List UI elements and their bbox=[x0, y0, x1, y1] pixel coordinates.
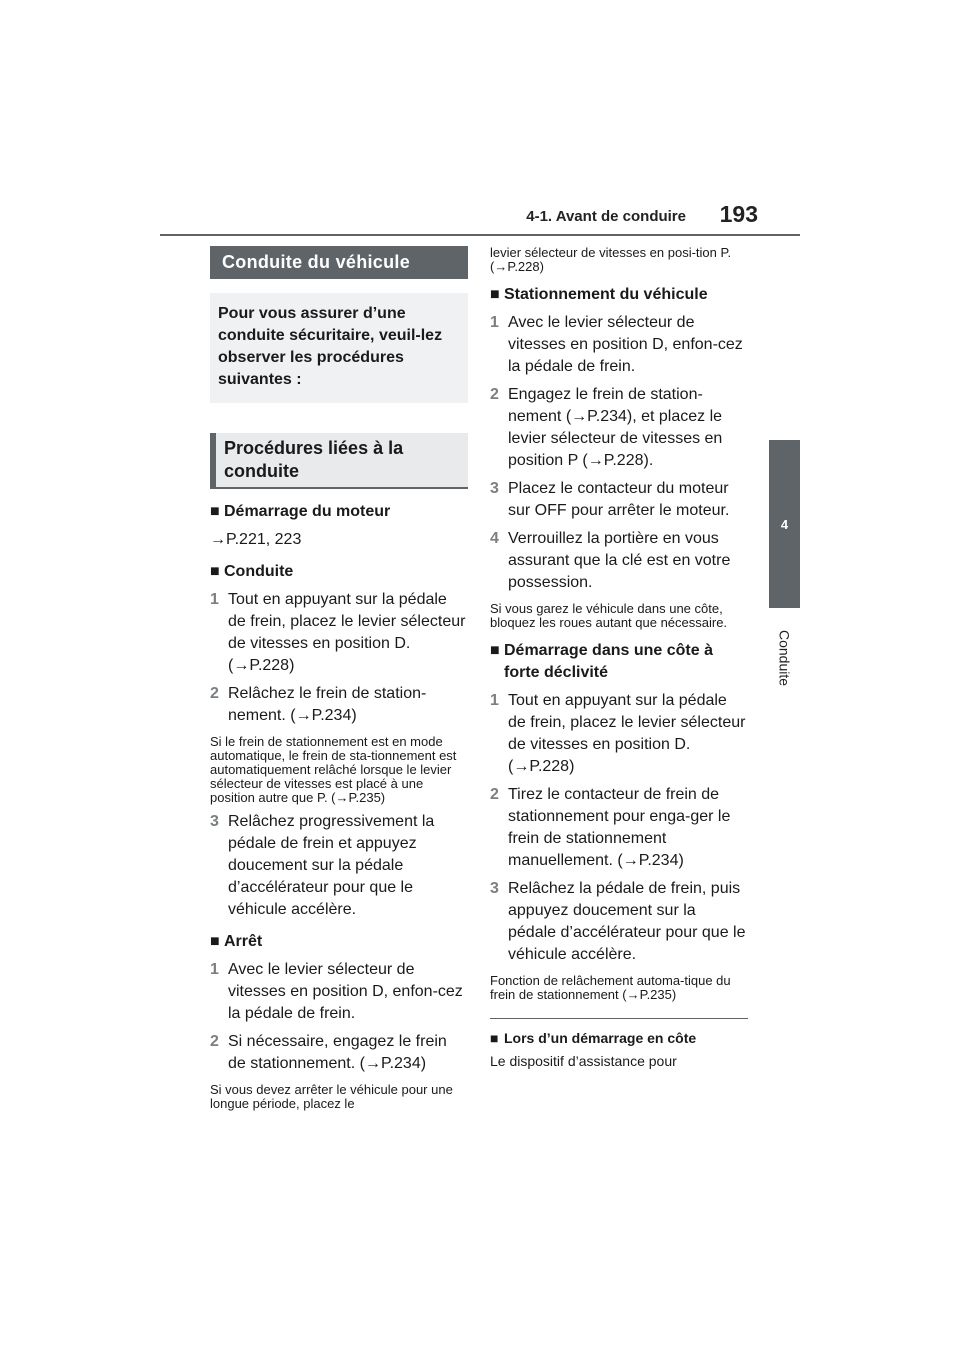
step-number: 2 bbox=[210, 685, 219, 702]
step-number: 2 bbox=[490, 386, 499, 403]
section-title-demarrage bbox=[210, 501, 468, 523]
square-bullet-icon: ■ bbox=[210, 503, 220, 520]
page-reference: →P.221, 223 bbox=[210, 531, 302, 548]
section-title-text: Conduite bbox=[224, 563, 294, 580]
step-item bbox=[490, 528, 748, 594]
step-text: Tirez le contacteur de frein de stationnement pour enga-ger le frein de stationnement manuellement. (→P.234) bbox=[508, 786, 731, 869]
sub-heading: Procédures liées à la conduite bbox=[210, 433, 468, 489]
step-text: Avec le levier sélecteur de vitesses en position D, enfon-cez la pédale de frein. bbox=[228, 961, 463, 1022]
square-bullet-icon: ■ bbox=[210, 563, 220, 580]
chapter-tab-number: 4 bbox=[780, 516, 789, 532]
step-item bbox=[210, 1031, 468, 1075]
intro-box: Pour vous assurer d’une conduite sécuritaire, veuil-lez observer les procédures suivantes : bbox=[210, 293, 468, 403]
square-bullet-icon: ■ bbox=[490, 642, 500, 659]
step-number: 3 bbox=[210, 813, 219, 830]
step-text: Engagez le frein de station-nement (→P.234), et placez le levier sélecteur de vitesses en position P (→P.228). bbox=[508, 386, 723, 469]
step-text: Verrouillez la portière en vous assurant que la clé est en votre possession. bbox=[508, 530, 731, 591]
chapter-side-label-text: Conduite bbox=[776, 629, 793, 687]
step-item bbox=[210, 811, 468, 921]
section-title-text: Démarrage du moteur bbox=[224, 503, 391, 520]
square-bullet-icon: ■ bbox=[490, 1030, 499, 1046]
step-item bbox=[210, 959, 468, 1025]
step-text: Avec le levier sélecteur de vitesses en position D, enfon-cez la pédale de frein. bbox=[508, 314, 743, 375]
step-number: 1 bbox=[210, 591, 219, 608]
section-title-conduite bbox=[210, 561, 468, 583]
step-number: 2 bbox=[210, 1033, 219, 1050]
section-title-text: Arrêt bbox=[224, 933, 263, 950]
step-item bbox=[490, 478, 748, 522]
step-item bbox=[490, 878, 748, 966]
step-item bbox=[490, 384, 748, 472]
left-column bbox=[210, 246, 468, 1111]
page-number: 193 bbox=[719, 201, 758, 227]
step-item bbox=[210, 589, 468, 677]
step-item bbox=[490, 312, 748, 378]
page-header bbox=[160, 198, 800, 236]
step-text: Tout en appuyant sur la pédale de frein, placez le levier sélecteur de vitesses en position D. (→P.228) bbox=[228, 591, 466, 674]
section-title-text: Lors d’un démarrage en côte bbox=[504, 1030, 697, 1046]
step-number: 1 bbox=[490, 692, 499, 709]
note-text: Si vous devez arrêter le véhicule pour une longue période, placez le bbox=[210, 1082, 453, 1111]
step-text: Relâchez le frein de station-nement. (→P.234) bbox=[228, 685, 427, 724]
step-text: Relâchez la pédale de frein, puis appuyez doucement sur la pédale d’accélérateur pour que le véhicule accélère. bbox=[508, 880, 746, 963]
chapter-tab bbox=[769, 440, 800, 608]
square-bullet-icon: ■ bbox=[210, 933, 220, 950]
step-number: 3 bbox=[490, 880, 499, 897]
body-text: Le dispositif d’assistance pour bbox=[490, 1053, 677, 1069]
step-number: 3 bbox=[490, 480, 499, 497]
square-bullet-icon: ■ bbox=[490, 286, 500, 303]
step-item bbox=[490, 784, 748, 872]
section-title-arret bbox=[210, 931, 468, 953]
divider bbox=[490, 1018, 748, 1019]
main-heading: Conduite du véhicule bbox=[210, 246, 468, 279]
step-text: Placez le contacteur du moteur sur OFF pour arrêter le moteur. bbox=[508, 480, 730, 519]
chapter-side-label bbox=[769, 618, 800, 698]
section-title-lors-demarrage bbox=[490, 1027, 748, 1049]
section-title-text: Démarrage dans une côte à forte déclivité bbox=[504, 642, 713, 681]
step-item bbox=[490, 690, 748, 778]
right-column bbox=[490, 246, 748, 1069]
step-number: 1 bbox=[490, 314, 499, 331]
note-text: Si vous garez le véhicule dans une côte, bloquez les roues autant que nécessaire. bbox=[490, 601, 728, 630]
section-title-stationnement bbox=[490, 284, 748, 306]
note-text: levier sélecteur de vitesses en posi-tion P. (→P.228) bbox=[490, 245, 732, 274]
note-text: Fonction de relâchement automa-tique du frein de stationnement (→P.235) bbox=[490, 973, 731, 1002]
step-text: Relâchez progressivement la pédale de frein et appuyez doucement sur la pédale d’accélérateur pour que le véhicule accélère. bbox=[228, 813, 435, 918]
chapter-title: 4-1. Avant de conduire bbox=[526, 208, 686, 225]
step-text: Tout en appuyant sur la pédale de frein, placez le levier sélecteur de vitesses en position D. (→P.228) bbox=[508, 692, 746, 775]
note-text: Si le frein de stationnement est en mode automatique, le frein de sta-tionnement est automatiquement relâché lorsque le levier sélecteur de vitesses est placé à une position autre que P. (→P.235) bbox=[210, 734, 457, 805]
step-number: 4 bbox=[490, 530, 499, 547]
step-number: 2 bbox=[490, 786, 499, 803]
step-number: 1 bbox=[210, 961, 219, 978]
section-title-text: Stationnement du véhicule bbox=[504, 286, 708, 303]
step-item bbox=[210, 683, 468, 727]
step-text: Si nécessaire, engagez le frein de stationnement. (→P.234) bbox=[228, 1033, 447, 1072]
section-title-demarrage-cote bbox=[490, 640, 748, 684]
